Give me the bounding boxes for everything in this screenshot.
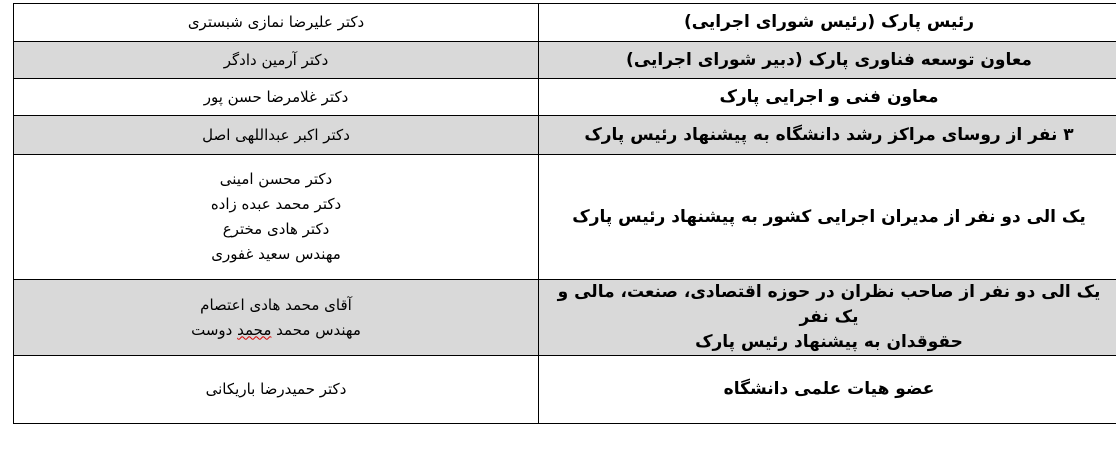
- member-name: دکتر اکبر عبداللهی اصل: [202, 125, 350, 144]
- member-name: مهندس سعید غفوری: [211, 245, 341, 263]
- role-cell: [539, 280, 1116, 356]
- table-row: [14, 155, 1116, 280]
- role-line: یک الی دو نفر از صاحب نظران در حوزه اقتصادی، صنعت، مالی و یک نفر: [557, 282, 1101, 327]
- table-row: [14, 4, 1116, 42]
- role-cell: عضو هیات علمی دانشگاه: [539, 356, 1116, 424]
- member-cell: [14, 155, 539, 280]
- council-members-table: [13, 3, 1116, 424]
- role-cell: ۳ نفر از روسای مراکز رشد دانشگاه به پیشنهاد رئیس پارک: [539, 116, 1116, 155]
- member-name: دکتر غلامرضا حسن پور: [203, 87, 349, 106]
- table-row: [14, 79, 1116, 116]
- name-part: دوست: [191, 320, 238, 339]
- member-name: دکتر محسن امینی: [219, 170, 333, 188]
- member-cell: [14, 116, 539, 155]
- spellcheck-marked-word: محمد: [237, 320, 272, 339]
- role-line: حقوقدان به پیشنهاد رئیس پارک: [695, 332, 963, 352]
- member-cell: [14, 280, 539, 356]
- role-cell: معاون فنی و اجرایی پارک: [539, 79, 1116, 116]
- member-name: دکتر هادی مخترع: [222, 220, 330, 238]
- member-cell: [14, 4, 539, 42]
- member-name: دکتر علیرضا نمازی شبستری: [187, 13, 365, 31]
- role-cell: معاون توسعه فناوری پارک (دبیر شورای اجرایی): [539, 42, 1116, 79]
- role-cell: رئیس پارک (رئیس شورای اجرایی): [539, 4, 1116, 42]
- member-cell: [14, 356, 539, 424]
- member-name: دکتر حمیدرضا باریکانی: [205, 380, 347, 398]
- member-name: دکتر محمد عبده زاده: [210, 195, 342, 213]
- name-part: مهندس محمد: [271, 320, 361, 339]
- table-row: [14, 356, 1116, 424]
- table-row: [14, 42, 1116, 79]
- member-name: دکتر آرمین دادگر: [223, 50, 329, 69]
- table-row: [14, 280, 1116, 356]
- member-name: آقای محمد هادی اعتصام: [200, 295, 352, 314]
- member-name: [22, 318, 530, 343]
- table-row: [14, 116, 1116, 155]
- role-cell: یک الی دو نفر از مدیران اجرایی کشور به پیشنهاد رئیس پارک: [539, 155, 1116, 280]
- member-cell: [14, 79, 539, 116]
- member-cell: [14, 42, 539, 79]
